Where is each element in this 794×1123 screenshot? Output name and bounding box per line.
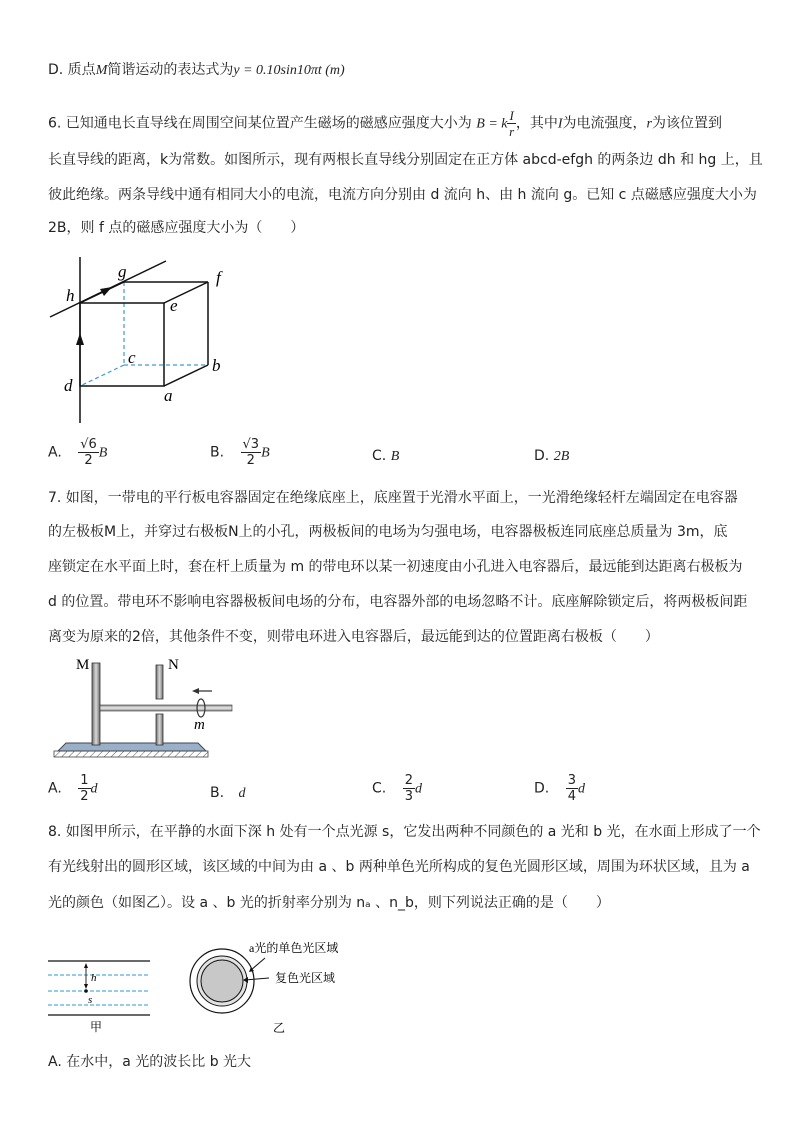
q6-option-c[interactable]: [372, 448, 399, 465]
q6-opt-a-label: A.: [48, 444, 62, 461]
q5-option-d: [48, 60, 345, 81]
q6-line1-b: ，其中: [515, 115, 558, 132]
q6-option-b[interactable]: [210, 437, 270, 468]
q7-opt-d-num: 3: [567, 773, 576, 788]
q6-radius-symbol: r: [646, 116, 652, 132]
q6-formula-frac: [507, 108, 515, 139]
q6-line3: 彼此绝缘。两条导线中通有相同大小的电流，电流方向分别由 d 流向 h、由 h 流向 g。已知 c 点磁感应强度大小为: [48, 187, 757, 203]
q6-line2: 长直导线的距离，k为常数。如图所示，现有两根长直导线分别固定在正方体 abcd-efgh 的两条边 dh 和 hg 上，且: [48, 152, 763, 168]
q6-formula-lhs: B = k: [476, 116, 508, 132]
q7-opt-a-label: A.: [48, 780, 62, 797]
q7-opt-d-suffix: d: [577, 781, 585, 797]
q5-optd-m: M: [95, 63, 108, 78]
jia-caption: 甲: [90, 1020, 103, 1034]
q7-opt-d-den: 4: [567, 789, 576, 804]
q8-figure-yi: [185, 938, 385, 1038]
q8-option-a[interactable]: A. 在水中，a 光的波长比 b 光大: [48, 1054, 252, 1070]
q6-opt-b-den: 2: [246, 453, 255, 468]
yi-caption: 乙: [273, 1021, 286, 1035]
q7-opt-c-suffix: d: [414, 781, 422, 797]
cube-label-f: f: [216, 268, 221, 287]
q6-opt-b-label: B.: [210, 444, 225, 461]
cap-label-m-plate: M: [76, 657, 90, 673]
q7-option-b[interactable]: [210, 785, 246, 802]
q7-opt-b-text: d: [238, 786, 246, 801]
q6-line1: [48, 108, 722, 139]
q8-figure-jia: [46, 955, 156, 1035]
cube-label-c: c: [128, 348, 136, 367]
q7-opt-a-suffix: d: [90, 781, 98, 797]
q6-cube-figure: [40, 255, 240, 425]
jia-label-h: h: [91, 972, 97, 984]
q7-line1: 7. 如图，一带电的平行板电容器固定在绝缘底座上，底座置于光滑水平面上，一光滑绝缘轻杆左端固定在电容器: [48, 490, 738, 506]
q7-line4: d 的位置。带电环不影响电容器极板间电场的分布，电容器外部的电场忽略不计。底座解除锁定后，将两极板间距: [48, 594, 748, 610]
q6-line1-d: 为该位置到: [651, 115, 722, 132]
q8-line3: 光的颜色（如图乙）。设 a 、b 光的折射率分别为 nₐ 、n_b，则下列说法正确的是（ ）: [48, 895, 610, 911]
q6-opt-b-num: √3: [242, 437, 260, 452]
cube-label-h: h: [66, 286, 75, 305]
q5-optd-mid: 简谐运动的表达式为: [107, 62, 234, 78]
q6-formula-num: I: [509, 108, 514, 123]
q6-opt-a-num: √6: [80, 437, 97, 452]
q6-opt-a-suffix: B: [98, 445, 108, 461]
q5-optd-prefix: D. 质点: [48, 62, 96, 78]
q7-option-c[interactable]: [372, 773, 422, 804]
cube-label-b: b: [212, 356, 221, 375]
q6-opt-d-text: 2B: [553, 449, 570, 464]
yi-ring-label: a光的单色光区域: [249, 941, 339, 955]
q5-optd-formula: y = 0.10sin10πt (m): [233, 63, 345, 78]
q7-line3: 座锁定在水平面上时，套在杆上质量为 m 的带电环以某一初速度由小孔进入电容器后，最远能到达距离右极板为: [48, 559, 743, 575]
q7-option-d[interactable]: [534, 773, 585, 804]
q8-line2: 有光线射出的圆形区域，该区域的中间为由 a 、b 两种单色光所构成的复色光圆形区域，周围为环状区域，且为 a: [48, 859, 750, 875]
q7-option-a[interactable]: [48, 773, 98, 804]
q6-line4: 2B，则 f 点的磁感应强度大小为（ ）: [48, 220, 305, 236]
cube-label-g: g: [118, 262, 127, 281]
q7-opt-c-label: C.: [372, 780, 387, 797]
q7-opt-a-num: 1: [80, 773, 89, 788]
q6-line1-c: 为电流强度，: [562, 115, 647, 132]
yi-center-label: 复色光区域: [275, 971, 336, 985]
q7-line5: 离变为原来的2倍，其他条件不变，则带电环进入电容器后，最远能到达的位置距离右极板（ ）: [48, 629, 659, 645]
q6-opt-a-den: 2: [84, 453, 93, 468]
q7-opt-c-num: 2: [404, 773, 413, 788]
q6-formula-den: r: [509, 124, 515, 139]
q8-line1: 8. 如图甲所示，在平静的水面下深 h 处有一个点光源 s，它发出两种不同颜色的 a 光和 b 光，在水面上形成了一个: [48, 824, 761, 840]
q6-current-symbol: I: [557, 116, 563, 132]
q7-opt-b-label: B.: [210, 785, 225, 801]
jia-label-s: s: [88, 994, 93, 1006]
cap-label-n-plate: N: [168, 657, 179, 673]
cube-label-d: d: [64, 376, 73, 395]
cube-label-e: e: [170, 296, 178, 315]
q7-line2: 的左极板M上，并穿过右极板N上的小孔，两极板间的电场为匀强电场，电容器极板连同底座总质量为 3m，底: [48, 524, 728, 540]
q7-opt-a-den: 2: [80, 789, 89, 804]
cube-label-a: a: [164, 386, 173, 405]
q6-line1-a: 6. 已知通电长直导线在周围空间某位置产生磁场的磁感应强度大小为: [48, 115, 472, 132]
q6-opt-d-label: D.: [534, 448, 550, 464]
q7-opt-c-den: 3: [404, 789, 413, 804]
cap-label-ring-mass: m: [194, 717, 205, 733]
q6-opt-b-suffix: B: [261, 445, 270, 461]
q6-opt-c-text: B: [390, 449, 400, 464]
q7-capacitor-figure: [50, 655, 250, 765]
q6-option-d[interactable]: [534, 448, 569, 465]
q6-opt-c-label: C.: [372, 448, 387, 464]
q7-opt-d-label: D.: [534, 780, 550, 797]
q6-option-a[interactable]: [48, 437, 107, 468]
